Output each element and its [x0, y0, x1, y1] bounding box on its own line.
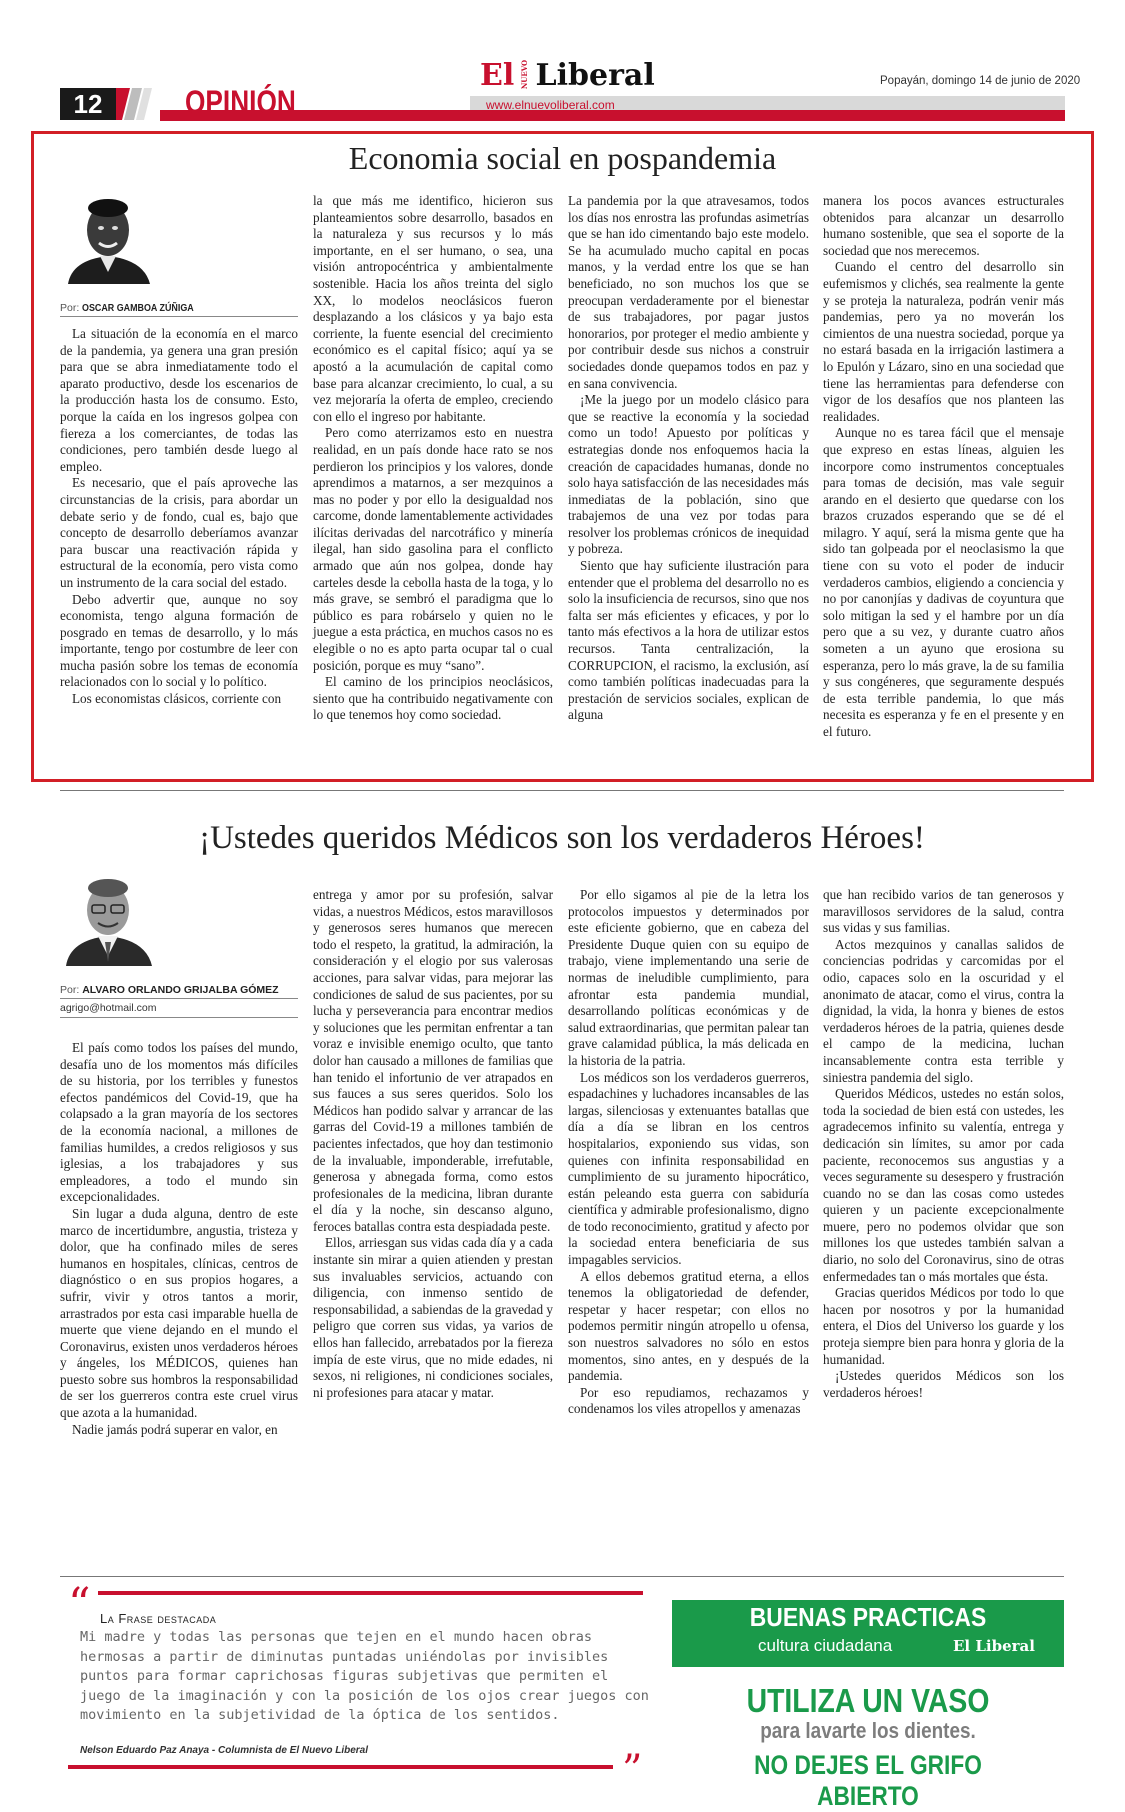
- paragraph: Los médicos son los verdaderos guerreros, espadachines y luchadores incansables de las largas, silenciosas y extenuantes batallas que día a día se libran en los centros hospitalarios, exponiendo sus vidas, son quienes con infinita responsabilidad en cumplimiento de su juramento hipocrático, están peleando esta guerra con sabiduría científica y admirable profesionalismo, digno de todo reconocimiento, gratitud y afecto por la sociedad entera beneficiaria de sus impagables servicios.: [568, 1069, 809, 1268]
- byline-rule: [60, 998, 298, 999]
- slash-decoration: [116, 88, 156, 120]
- article1-column-4: [823, 193, 1064, 741]
- ad-footer-line: NO DEJES EL GRIFO ABIERTO: [754, 1750, 982, 1811]
- article2-byline: [60, 984, 279, 996]
- article1-column-2: [313, 193, 553, 724]
- paragraph: Cuando el centro del desarrollo sin eufemismos y clichés, sea realmente la gente y se proteja la naturaleza, podrán venir más pandemias, pero ya no moverán los cimientos de una nuestra sociedad, porque ya no estará basada en la irrigación lastimera a lo Epulón y Lázaro, sino en una sociedad que tiene las herramientas para defenderse con vigor de los desafíos que nos planteen las realidades.: [823, 259, 1064, 424]
- paragraph: Pero como aterrizamos esto en nuestra realidad, en un país donde hace rato se nos perdieron los principios y los valores, donde aprendimos a matarnos, a ser mezquinos a mas no poder y por ello la desigualdad nos carcome, donde lamentablemente actividades ilícitas derivadas del narcotráfico y minería ilegal, han sido gasolina para el conflicto armado que aún nos golpea, donde hay carteles desde la cebolla hasta de la toga, y lo más grave, se sembró el paradigma que lo público es para robárselo y quien no le juegue a esta práctica, en muchos casos no es elegible o no es apto parta ocupar tal o cual posición, porque es muy “sano”.: [313, 425, 553, 673]
- paragraph: Aunque no es tarea fácil que el mensaje que expreso en estas líneas, alguien les incorpore como instrumentos conceptuales para tomas de decisión, mas vale seguir arando en el desierto que quedarse con los brazos cruzados esperando que se dé el milagro. Y aquí, será la misma gente que ha sido tan golpeada por el neoclasismo la que tiene con su voto el poder de inducir verdaderos cambios, eligiendo a conciencia y no por canonjías y dadivas de coyuntura que solo mitigan la sed y el hambre por un día pero que a su vez, y durante cuatro años someten a un ayuno que erosiona su esperanza, pero lo más grave, la de su familia y sus congéneres, que seguramente después de esta terrible pandemia, lo que más necesita es esperanza y fe en el presente y en el futuro.: [823, 425, 1064, 739]
- paragraph: manera los pocos avances estructurales obtenidos para alcanzar un desarrollo humano sostenible, que sea el soporte de la sociedad que nos merecemos.: [823, 193, 1064, 258]
- paragraph: La situación de la economía en el marco de la pandemia, ya genera una gran presión para que se abra inmediatamente todo el aparato productivo, desde los escenarios de la producción hasta los de consumo. Esto, porque la caída en los ingresos golpea con fiereza a los comerciantes, de todas las condiciones, pero también desde luego al empleo.: [60, 326, 298, 474]
- article2-column-1: [60, 1040, 298, 1438]
- author2-photo: [60, 872, 156, 966]
- paragraph: Siento que hay suficiente ilustración para entender que el problema del desarrollo no es solo la insuficiencia de recursos, sino que nos falta ser más eficientes y eficaces, y por lo tanto más efectivos a la hora de utilizar estos recursos. Tanta centralización, la CORRUPCION, el racismo, la exclusión, así como también políticas inadecuadas para la prestación de servicios sociales, explican de alguna: [568, 558, 809, 723]
- section-separator: [60, 1576, 1064, 1577]
- paragraph: A ellos debemos gratitud eterna, a ellos tenemos la obligatoriedad de defender, respetar y hacer respetar; con ellos no podemos permitir ningún atropello u ofensa, son nuestros salvadores no sólo en estos momentos, sino antes, en y después de la pandemia.: [568, 1268, 809, 1384]
- paragraph: ¡Me la juego por un modelo clásico para que se reactive la economía y la sociedad como un todo! Apuesto por políticas y estrategias donde nos enfoquemos hacia la creación de capacidades humanas, donde no solo haya satisfacción de las necesidades más inmediatas de la población, sino que trabajemos de una vez por todas para resolver los problemas crónicos de inequidad y pobreza.: [568, 392, 809, 557]
- paragraph: Los economistas clásicos, corriente con: [72, 691, 282, 707]
- quote-label: La Frase destacada: [100, 1611, 217, 1626]
- paragraph: Ellos, arriesgan sus vidas cada día y a cada instante sin mirar a quien atienden y prestan sus invaluables servicios, actuando con diligencia, con inmenso sentido de responsabilidad, a sabiendas de la gravedad y peligro que corren sus vidas, ya varios de ellos han fallecido, arrebatados por la fiereza impía de este virus, que no mide edades, ni sexos, ni religiones, ni condiciones sociales, ni profesiones para atacar y matar.: [313, 1235, 553, 1400]
- website-link[interactable]: www.elnuevoliberal.com: [486, 98, 615, 112]
- byline-rule: [60, 316, 298, 317]
- paragraph: ¡Ustedes queridos Médicos son los verdaderos héroes!: [823, 1368, 1064, 1400]
- page-number: 12: [60, 88, 116, 120]
- author-name: ALVARO ORLANDO GRIJALBA GÓMEZ: [82, 984, 279, 996]
- paragraph: Actos mezquinos y canallas salidos de conciencias podridas y carcomidas por el odio, capaces solo en la oscuridad y el anonimato de atacar, como el virus, contra la dignidad, la vida, la honra y bienes de estos verdaderos héroes de la patria, quienes desde el campo de la medicina, luchan incansablemente contra esta terrible y siniestra pandemia del siglo.: [823, 936, 1064, 1085]
- logo-liberal: Liberal: [535, 58, 655, 93]
- article2-title: ¡Ustedes queridos Médicos son los verdaderos Héroes!: [199, 820, 925, 856]
- byline-prefix: Por:: [60, 984, 80, 996]
- quote-bottom-bar: [68, 1765, 613, 1769]
- paragraph: Por eso repudiamos, rechazamos y condenamos los viles atropellos y amenazas: [568, 1384, 809, 1417]
- article2-column-2: [313, 887, 553, 1401]
- quote-author: Nelson Eduardo Paz Anaya - Columnista de El Nuevo Liberal: [80, 1745, 369, 1756]
- dateline: Popayán, domingo 14 de junio de 2020: [880, 75, 1081, 87]
- ad-logo: El Liberal: [953, 1637, 1035, 1655]
- paragraph: Gracias queridos Médicos por todo lo que hacen por nosotros y por la humanidad entera, el Dios del Universo los guarde y los proteja siempre bien para honra y gloria de la humanidad.: [823, 1285, 1064, 1367]
- ad-subheadline: para lavarte los dientes.: [760, 1718, 976, 1743]
- paragraph: Queridos Médicos, ustedes no están solos, toda la sociedad de bien está con ustedes, les agradecemos infinito su valentía, entrega y dedicación sin límites, su amor por cada paciente, reconocemos sus angustias y a veces seguramente su desespero y frustración cuando no se dan las cosas como ustedes quieren y un paciente excepcionalmente muere, pero no podemos olvidar que son millones los que ustedes también salvan a diario, no solo del Coronavirus, sino de otras enfermedades tan o más mortales que ésta.: [823, 1086, 1064, 1284]
- ad-headline: UTILIZA UN VASO: [746, 1682, 990, 1719]
- article1-byline: [60, 302, 214, 314]
- close-quote-icon: ”: [622, 1747, 643, 1793]
- author-name: OSCAR GAMBOA ZÚÑIGA: [82, 302, 194, 314]
- quote-text: Mi madre y todas las personas que tejen en el mundo hacen obras hermosas a partir de diminutas puntadas uniéndolas por invisibles puntos para formar caprichosas figuras subjetivas que permiten el juego de la imaginación y con la posición de los ojos crear juegos con movimiento en la subjetividad de la óptica de los sentidos.: [80, 1629, 649, 1723]
- article1-column-1: [60, 326, 298, 708]
- article2-column-3: [568, 887, 809, 1418]
- paragraph: que han recibido varios de tan generosos y maravillosos servidores de la salud, contra sus vidas y sus familias.: [823, 887, 1064, 936]
- paragraph: El país como todos los países del mundo, desafía uno de los momentos más difíciles de su historia, por los terribles y funestos efectos pandémicos del Covid-19, que ha colapsado a la gran mayoría de los sectores de la economía nacional, a millones de familias humildes, a credos religiosos y sus iglesias, a los trabajadores y sus empleadores, a todo el mundo sin excepcionalidades.: [60, 1040, 298, 1205]
- ad-title: BUENAS PRACTICAS: [749, 1602, 987, 1632]
- open-quote-icon: “: [68, 1579, 91, 1630]
- paragraph: la que más me identifico, hicieron sus planteamientos sobre desarrollo, basados en la naturaleza y sus recursos y lo más importante, en el ser humano, o sea, una visión antropocéntrica y ambientalmente sostenible. Hacia los años treinta del siglo XX, lo modelos neoclásicos fueron desplazando a los clásicos y ya bajo esta corriente, la fuente esencial del crecimiento económico es el capital físico; aquí ya se apostó a la acumulación de capital como base para alcanzar crecimiento, lo cual, a su vez mejoraría la oferta de empleo, creciendo con ello el ingreso por habitante.: [313, 193, 553, 424]
- author1-photo: [60, 190, 156, 284]
- article1-title: Economia social en pospandemia: [348, 140, 777, 176]
- newspaper-logo: [480, 58, 655, 93]
- paragraph: Sin lugar a duda alguna, dentro de este marco de incertidumbre, angustia, tristeza y dolor, que ha confinado miles de seres humanos en hospitales, clínicas, centros de diagnóstico o en sus propios hogares, a sufrir, vivir y otros tantos a morir, arrastrados por esta casi imparable huella de muerte que viene dejando en el mundo el Coronavirus, existen unos verdaderos héroes y ángeles, los MÉDICOS, quienes han puesto sobre sus hombros la responsabilidad de ser los guerreros contra este cruel virus que azota a la humanidad.: [60, 1205, 298, 1421]
- section-title: OPINIÓN: [185, 84, 296, 120]
- logo-nuevo: NUEVO: [520, 59, 530, 90]
- article2-column-4: [823, 887, 1064, 1401]
- article-separator: [60, 790, 1064, 791]
- article1-column-3: [568, 193, 809, 724]
- quote-top-bar: [98, 1591, 643, 1595]
- paragraph: El camino de los principios neoclásicos, siento que ha contribuido negativamente con lo que tenemos hoy como sociedad.: [313, 674, 553, 723]
- paragraph: Es necesario, que el país aproveche las circunstancias de la crisis, para abordar un debate serio y de fondo, cual es, bajo que concepto de desarrollo deberíamos avanzar para buscar una reactivación rápida y estructural de la economía, pero vista como un instrumento de la cara social del estado.: [60, 475, 298, 590]
- paragraph: Por ello sigamos al pie de la letra los protocolos impuestos y determinados por este eficiente gobierno, que en cabeza del Presidente Duque quien con su equipo de trabajo, viene implementando una serie de normas de ineludible cumplimiento, para afrontar esta pandemia mundial, desarrollando políticas económicas y de salud extraordinarias, que permitan palear tan grave calamidad pública, la más delicada en la historia de la patria.: [568, 887, 809, 1068]
- byline-prefix: Por:: [60, 302, 80, 314]
- paragraph: Debo advertir que, aunque no soy economista, tengo alguna formación de posgrado en temas de desarrollo, y lo más importante, tengo por costumbre de leer con mucha pasión sobre los temas de economía relacionados con lo social y lo político.: [60, 591, 298, 690]
- ad-subtitle: cultura ciudadana: [758, 1636, 893, 1655]
- logo-el: El: [480, 58, 515, 93]
- byline-rule: [60, 1017, 298, 1018]
- paragraph: entrega y amor por su profesión, salvar vidas, a nuestros Médicos, estos maravillosos y generosos seres humanos que merecen todo el respeto, la gratitud, la admiración, la consideración y el elogio por sus valerosas acciones, para salvar vidas, para mejorar las condiciones de salud de sus pacientes, por su lucha y perseverancia para encontrar medios y soluciones que les permitan enfrentar a tan voraz e invisible enemigo oculto, que tanto dolor han causado a millones de familias que han tenido el infortunio de ver atrapados en sus fauces a sus seres queridos. Solo los Médicos han podido salvar y arrancar de las garras del Covid-19 a millones también de pacientes infectados, que hoy dan testimonio de la invaluable, imponderable, irrefutable, generosa y abnegada forma, como estos profesionales de la medicina, libran durante el día y la noche, sin descanso alguno, feroces batallas contra esta despiadada peste.: [313, 887, 553, 1234]
- author-email[interactable]: agrigo@hotmail.com: [60, 1002, 157, 1014]
- paragraph: La pandemia por la que atravesamos, todos los días nos enrostra las profundas asimetrías que se han ido cimentando bajo este modelo. Se ha acumulado mucho capital en pocas manos, y la verdad entre los que se han beneficiado, no son muchos los que se preocupan verdaderamente por el bienestar de sus trabajadores, por pagar justos honorarios, por proteger el medio ambiente y por contribuir desde sus nichos a construir sociedades donde quepamos todos en paz y en sana convivencia.: [568, 193, 809, 391]
- paragraph: Nadie jamás podrá superar en valor, en: [72, 1421, 278, 1437]
